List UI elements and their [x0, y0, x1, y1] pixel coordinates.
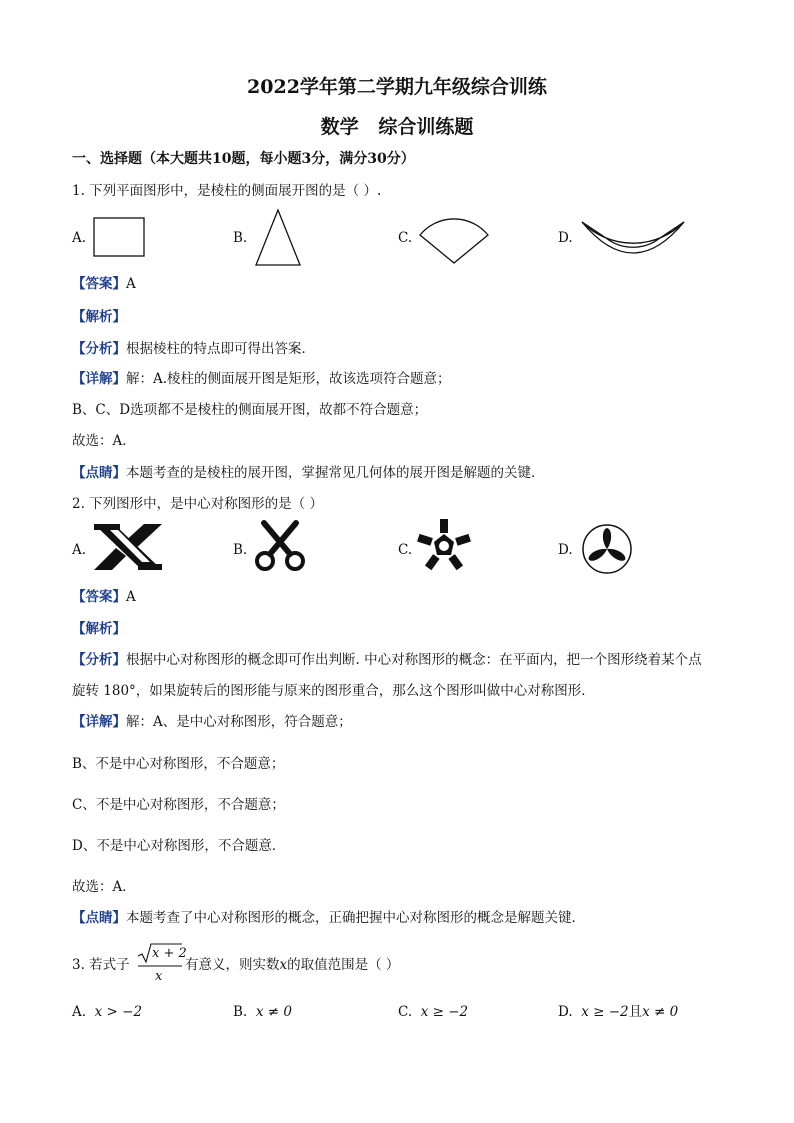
q2-dianjing-line: [72, 909, 585, 927]
q3-stem-pre: 3. 若式子: [72, 957, 130, 973]
q2-circle-propeller-figure: [580, 522, 634, 576]
q2-analysis-heading: [72, 620, 126, 638]
q1-choose: 故选：A．: [72, 433, 136, 449]
q2-option-a-label: A.: [72, 542, 87, 558]
q2-answer-line: [72, 588, 136, 606]
page-subtitle: 数学 综合训练题: [320, 116, 474, 138]
q3-stem-end: 的取值范围是（ ）: [287, 957, 400, 973]
page-title: 2022学年第二学期九年级综合训练: [247, 76, 547, 98]
q2-answer: A: [126, 589, 136, 605]
q1-dianjing: 本题考查的是棱柱的展开图，掌握常见几何体的展开图是解题的关键．: [126, 465, 545, 481]
xiangjie-tag: 【详解】: [72, 714, 126, 730]
q2-stem: 2. 下列图形中，是中心对称图形的是（ ）: [72, 496, 323, 512]
fenxi-tag: 【分析】: [72, 341, 126, 357]
analysis-tag: 【解析】: [72, 309, 126, 325]
answer-tag: 【答案】: [72, 589, 126, 605]
q1-option-d-label: D.: [558, 230, 573, 246]
q1-solution-line2: B、C、D选项都不是棱柱的侧面展开图，故都不符合题意；: [72, 402, 428, 418]
q3-option-a-label: A.: [72, 1004, 87, 1020]
q1-fenxi-line: [72, 340, 315, 358]
q2-option-d-label: D.: [558, 542, 573, 558]
q2-choose: 故选：A．: [72, 879, 136, 895]
q3-option-d-label: D.: [558, 1004, 573, 1020]
q1-answer: A: [126, 276, 136, 292]
q3-option-b-value: x ≠ 0: [255, 1004, 292, 1020]
q1-answer-line: [72, 275, 136, 293]
q2-line-d: D、不是中心对称图形，不合题意．: [72, 838, 286, 854]
q2-gear-figure: [416, 518, 472, 574]
q1-option-a-label: A.: [72, 230, 87, 246]
q3-stem-post: [185, 956, 399, 974]
q1-option-c-label: C.: [398, 230, 413, 246]
q1-rectangle-figure: [92, 216, 148, 260]
q2-dianjing: 本题考查了中心对称图形的概念，正确把握中心对称图形的概念是解题关键．: [126, 910, 585, 926]
q3-stem-post-text: 有意义，则实数: [185, 957, 280, 973]
q2-xiangjie: 解：A、是中心对称图形，符合题意；: [126, 714, 352, 730]
q2-line-c: C、不是中心对称图形，不合题意；: [72, 797, 285, 813]
q2-option-b-label: B.: [233, 542, 248, 558]
q1-triangle-figure: [252, 208, 304, 268]
dianjing-tag: 【点睛】: [72, 465, 126, 481]
q2-fenxi-line2: 旋转 180°，如果旋转后的图形能与原来的图形重合，那么这个图形叫做中心对称图形．: [72, 683, 595, 699]
q3-option-c-label: C.: [398, 1004, 413, 1020]
q3-option-d: [558, 1003, 678, 1021]
q1-xiangjie-line: [72, 370, 451, 388]
q3-numerator: x + 2: [152, 946, 187, 961]
q2-scissors-figure: [252, 520, 308, 574]
q3-option-a-value: x > −2: [94, 1004, 143, 1020]
q3-option-b: [233, 1003, 292, 1021]
fenxi-tag: 【分析】: [72, 652, 126, 668]
q1-sector-figure: [414, 208, 494, 266]
q3-option-b-label: B.: [233, 1004, 248, 1020]
q1-stem: 1. 下列平面图形中，是棱柱的侧面展开图的是（ ）.: [72, 183, 382, 199]
section-heading: 一、选择题（本大题共10题，每小题3分，满分30分）: [72, 151, 415, 167]
q3-denominator: x: [155, 969, 163, 984]
q3-option-d-mid: 且: [628, 1004, 643, 1020]
xiangjie-tag: 【详解】: [72, 371, 126, 387]
q1-option-b-label: B.: [233, 230, 248, 246]
q3-var: x: [279, 957, 288, 973]
dianjing-tag: 【点睛】: [72, 910, 126, 926]
q3-option-d-value-b: x ≠ 0: [642, 1004, 679, 1020]
q3-option-a: [72, 1003, 142, 1021]
q1-dianjing-line: [72, 464, 545, 482]
q2-fenxi-line: [72, 651, 702, 669]
q2-xiangjie-line: [72, 713, 352, 731]
q2-option-c-label: C.: [398, 542, 413, 558]
q2-line-b: B、不是中心对称图形，不合题意；: [72, 756, 285, 772]
q1-annular-sector-figure: [578, 214, 688, 260]
q1-fenxi: 根据棱柱的特点即可得出答案．: [126, 341, 315, 357]
q2-x-logo-figure: [92, 522, 164, 572]
q3-option-d-value-a: x ≥ −2: [581, 1004, 629, 1020]
q1-analysis-heading: [72, 308, 126, 326]
analysis-tag: 【解析】: [72, 621, 126, 637]
answer-tag: 【答案】: [72, 276, 126, 292]
q1-xiangjie: 解：A.棱柱的侧面展开图是矩形，故该选项符合题意；: [126, 371, 451, 387]
q3-option-c: [398, 1003, 468, 1021]
q3-option-c-value: x ≥ −2: [420, 1004, 469, 1020]
q2-fenxi: 根据中心对称图形的概念即可作出判断. 中心对称图形的概念：在平面内，把一个图形绕着某个点: [126, 652, 702, 668]
